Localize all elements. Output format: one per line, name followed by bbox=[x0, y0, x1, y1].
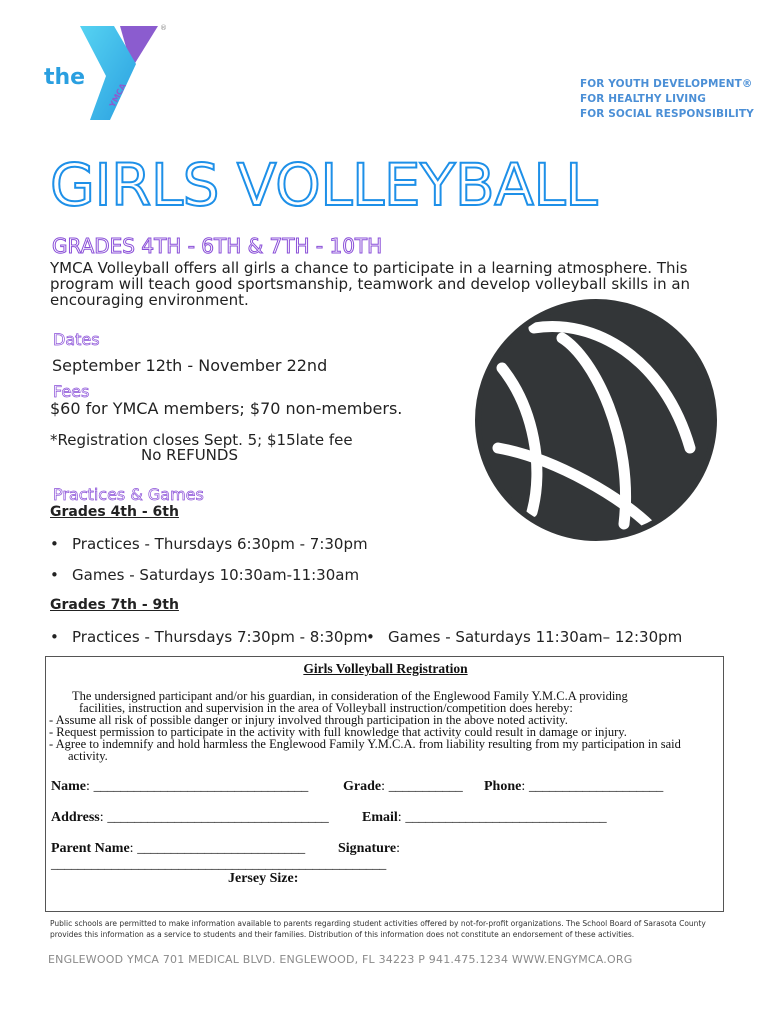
list-item: • Games - Saturdays 11:30am– 12:30pm bbox=[366, 628, 683, 646]
form-title: Girls Volleyball Registration bbox=[303, 661, 468, 676]
tagline-healthy: FOR HEALTHY LIVING bbox=[580, 93, 706, 105]
fees-heading: Fees bbox=[53, 382, 90, 401]
logo-ymca-text: YMCA bbox=[107, 81, 128, 109]
volleyball-icon bbox=[474, 298, 718, 542]
email-label: Email bbox=[362, 810, 398, 825]
list-item: • Games - Saturdays 10:30am-11:30am bbox=[50, 566, 360, 584]
email-blank[interactable]: ______________________________ bbox=[405, 810, 607, 825]
registration-form bbox=[45, 656, 724, 912]
fees-value: $60 for YMCA members; $70 non-members. bbox=[50, 399, 403, 418]
parent-name-field[interactable]: Parent Name: _________________________ bbox=[51, 841, 305, 856]
form-lead-cont: facilities, instruction and supervision in the area of Volleyball instruction/competition does hereby: bbox=[79, 701, 573, 715]
list-item: • Practices - Thursdays 6:30pm - 7:30pm bbox=[50, 535, 368, 553]
signature-field[interactable]: Signature: bbox=[338, 841, 400, 856]
logo-registered-mark: ® bbox=[160, 24, 167, 32]
address-label: Address bbox=[51, 810, 100, 825]
grade-field[interactable]: Grade: ___________ bbox=[343, 779, 463, 794]
address-field[interactable]: Address: _________________________________ bbox=[51, 810, 329, 825]
grades-heading: GRADES 4TH - 6TH & 7TH - 10TH bbox=[52, 234, 383, 258]
group1-label: Grades 4th - 6th bbox=[50, 504, 179, 520]
parent-name-label: Parent Name bbox=[51, 841, 130, 856]
logo-the-text: the bbox=[44, 65, 86, 90]
dates-heading: Dates bbox=[53, 330, 100, 349]
name-field[interactable]: Name: ________________________________ bbox=[51, 779, 308, 794]
grade-blank[interactable]: ___________ bbox=[388, 779, 463, 794]
form-term: - Assume all risk of possible danger or injury involved through participation in the above noted activity. bbox=[49, 713, 568, 727]
jersey-size-label[interactable]: Jersey Size: bbox=[228, 871, 299, 886]
phone-field[interactable]: Phone: ____________________ bbox=[484, 779, 663, 794]
tagline-social: FOR SOCIAL RESPONSIBILITY bbox=[580, 108, 754, 120]
refund-note: No REFUNDS bbox=[141, 446, 238, 464]
phone-label: Phone bbox=[484, 779, 522, 794]
footer-address: ENGLEWOOD YMCA 701 MEDICAL BLVD. ENGLEWOOD, FL 34223 P 941.475.1234 WWW.ENGYMCA.ORG bbox=[48, 953, 633, 966]
name-blank[interactable]: ________________________________ bbox=[93, 779, 308, 794]
intro-paragraph: YMCA Volleyball offers all girls a chance to participate in a learning atmosphere. This program will teach good sportsmanship, teamwork and develop volleyball skills in an encouraging environment. bbox=[50, 259, 691, 309]
form-term: - Agree to indemnify and hold harmless the Englewood Family Y.M.C.A. from liability resulting from my participation in said bbox=[49, 737, 681, 751]
form-lead: The undersigned participant and/or his guardian, in consideration of the Englewood Family Y.M.C.A providing bbox=[72, 689, 628, 703]
grade-label: Grade bbox=[343, 779, 382, 794]
tagline-youth: FOR YOUTH DEVELOPMENT® bbox=[580, 78, 753, 90]
email-field[interactable]: Email: ______________________________ bbox=[362, 810, 607, 825]
practices-heading: Practices & Games bbox=[53, 485, 204, 504]
phone-blank[interactable]: ____________________ bbox=[528, 779, 663, 794]
parent-name-blank[interactable]: _________________________ bbox=[137, 841, 305, 856]
page-title: GIRLS VOLLEYBALL bbox=[50, 151, 598, 219]
disclaimer-text: Public schools are permitted to make information available to parents regarding student activities offered by not-for-profit organizations. The School Board of Sarasota County provides this information as a service to students and their families. Distribution of this information does not constitute an endorsement of these activities. bbox=[50, 919, 706, 939]
address-blank[interactable]: _________________________________ bbox=[107, 810, 329, 825]
registration-note: *Registration closes Sept. 5; $15late fee bbox=[50, 431, 353, 449]
signature-label: Signature bbox=[338, 841, 397, 856]
form-term: - Request permission to participate in the activity with full knowledge that activity could result in damage or injury. bbox=[49, 725, 627, 739]
name-label: Name bbox=[51, 779, 86, 794]
form-term: activity. bbox=[68, 749, 108, 763]
group2-label: Grades 7th - 9th bbox=[50, 597, 179, 613]
dates-value: September 12th - November 22nd bbox=[52, 356, 328, 375]
signature-blank[interactable]: __________________________________________________ bbox=[51, 857, 387, 872]
ymca-logo bbox=[40, 22, 170, 122]
list-item: • Practices - Thursdays 7:30pm - 8:30pm bbox=[50, 628, 368, 646]
